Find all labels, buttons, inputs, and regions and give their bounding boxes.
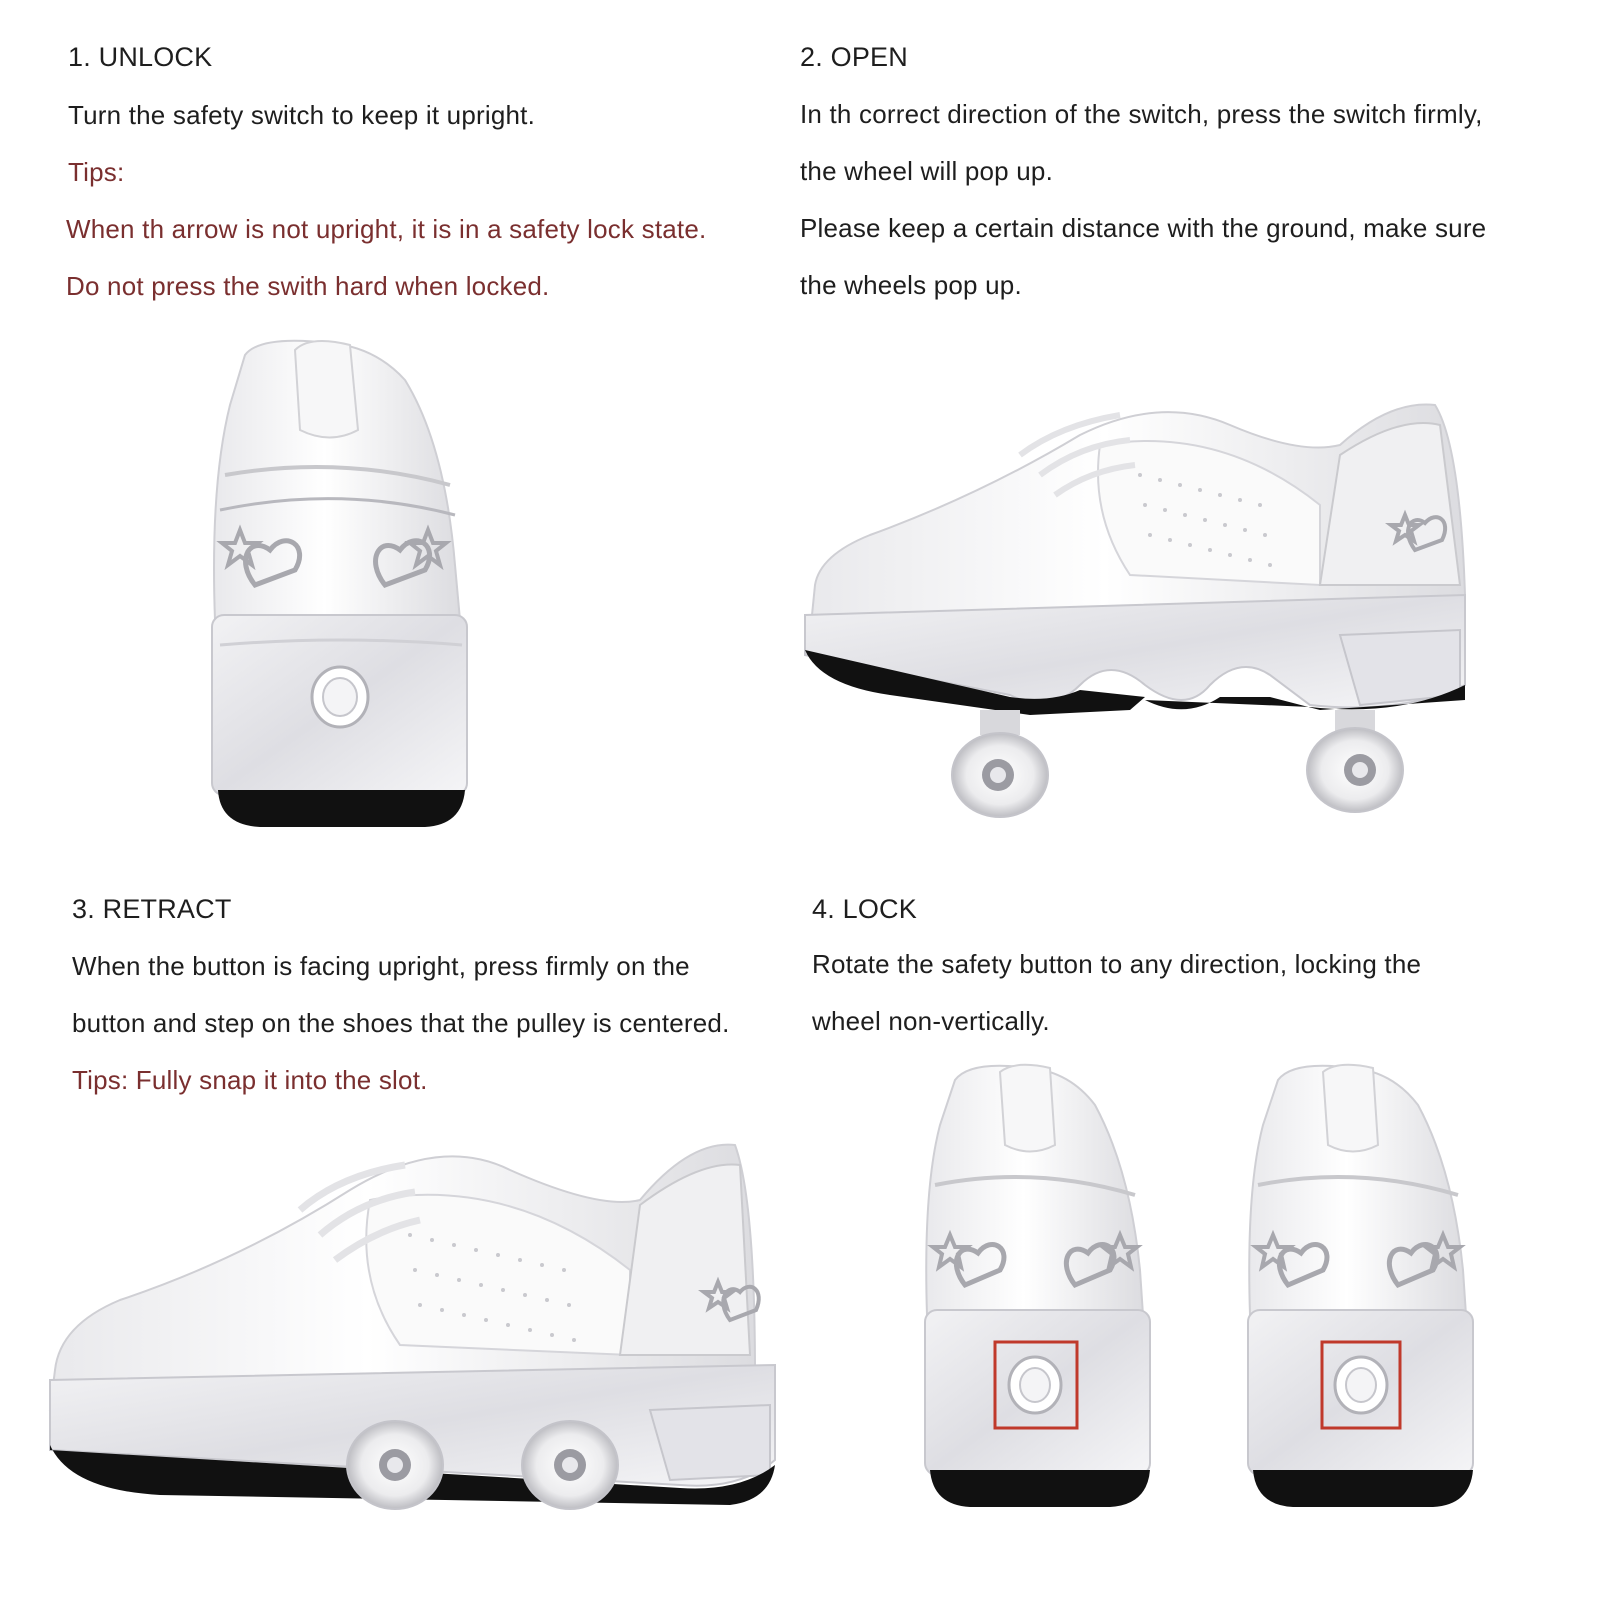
step2-line4: the wheels pop up. — [800, 270, 1022, 300]
step4-line2: wheel non-vertically. — [812, 1006, 1050, 1036]
shoe-side-view-retracted — [40, 1120, 810, 1530]
step1-instruction: Turn the safety switch to keep it upright. — [68, 100, 535, 130]
step3-line1: When the button is facing upright, press firmly on the — [72, 951, 690, 981]
shoe-rear-view-unlock — [200, 335, 500, 845]
step2-heading: 2. OPEN — [800, 42, 908, 72]
step3-heading: 3. RETRACT — [72, 894, 232, 924]
step2-line3: Please keep a certain distance with the ground, make sure — [800, 213, 1487, 243]
shoe-side-view-wheels-open — [800, 385, 1480, 830]
step3-line2: button and step on the shoes that the pulley is centered. — [72, 1008, 730, 1038]
step4-heading: 4. LOCK — [812, 894, 917, 924]
step3-tip: Tips: Fully snap it into the slot. — [72, 1065, 428, 1095]
step1-tip-line1: When th arrow is not upright, it is in a safety lock state. — [66, 214, 707, 244]
step2-line1: In th correct direction of the switch, press the switch firmly, — [800, 99, 1483, 129]
shoe-rear-view-locked-left — [915, 1060, 1180, 1520]
step1-tip-line2: Do not press the swith hard when locked. — [66, 271, 550, 301]
step1-tips-label: Tips: — [68, 157, 125, 187]
step2-line2: the wheel will pop up. — [800, 156, 1053, 186]
step1-heading: 1. UNLOCK — [68, 42, 213, 72]
step4-line1: Rotate the safety button to any direction, locking the — [812, 949, 1422, 979]
shoe-rear-view-locked-right — [1238, 1060, 1503, 1520]
